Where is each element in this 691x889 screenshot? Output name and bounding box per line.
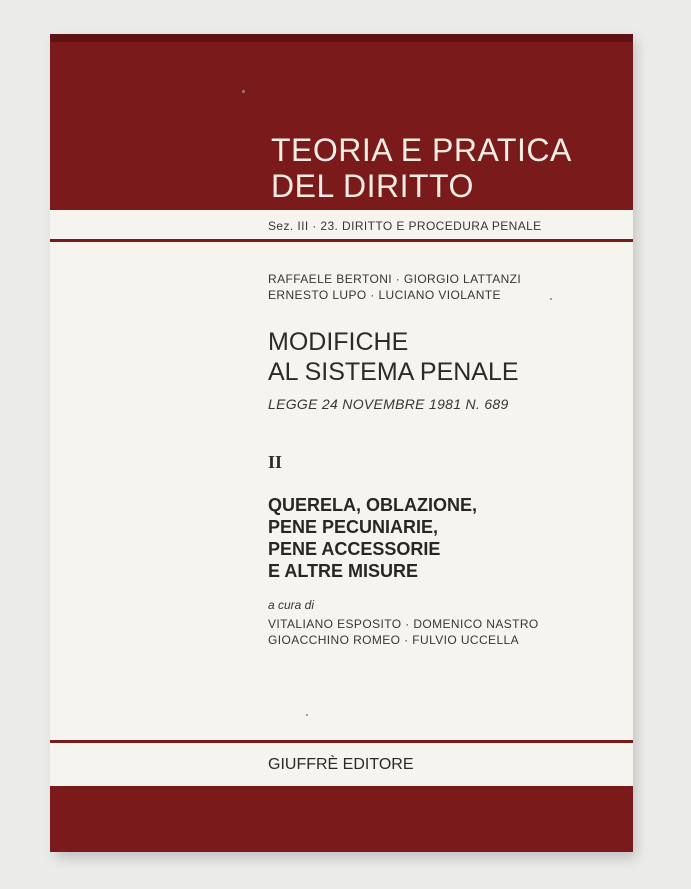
divider-rule xyxy=(50,239,633,242)
series-section: Sez. III · 23. DIRITTO E PROCEDURA PENALE xyxy=(268,219,542,233)
law-reference: LEGGE 24 NOVEMBRE 1981 N. 689 xyxy=(268,396,509,412)
paper-speck xyxy=(550,298,552,300)
volume-title xyxy=(268,494,477,582)
volume-title-line: QUERELA, OBLAZIONE, xyxy=(268,495,478,515)
editor-line: GIOACCHINO ROMEO · FULVIO UCCELLA xyxy=(268,633,520,647)
book-title xyxy=(268,327,519,387)
author-line: RAFFAELE BERTONI · GIORGIO LATTANZI xyxy=(268,272,522,286)
book-title-line: AL SISTEMA PENALE xyxy=(268,358,519,386)
curator-label: a cura di xyxy=(268,598,315,612)
volume-title-line: PENE ACCESSORIE xyxy=(268,539,441,559)
series-title-line: DEL DIRITTO xyxy=(271,168,474,204)
volume-title-line: PENE PECUNIARIE, xyxy=(268,517,439,537)
paper-speck xyxy=(306,714,308,716)
editor-line: VITALIANO ESPOSITO · DOMENICO NASTRO xyxy=(268,617,539,631)
paper-speck xyxy=(242,90,245,93)
divider-rule xyxy=(50,740,633,743)
volume-title-line: E ALTRE MISURE xyxy=(268,561,419,581)
author-line: ERNESTO LUPO · LUCIANO VIOLANTE xyxy=(268,288,501,302)
editors xyxy=(268,616,539,648)
publisher-name: GIUFFRÈ EDITORE xyxy=(268,756,414,773)
book-title-line: MODIFICHE xyxy=(268,328,409,356)
authors xyxy=(268,271,521,303)
series-title-line: TEORIA E PRATICA xyxy=(271,132,572,168)
series-title xyxy=(271,132,572,204)
book-cover xyxy=(50,34,633,852)
volume-number: II xyxy=(268,452,283,472)
bottom-color-band xyxy=(50,786,633,852)
